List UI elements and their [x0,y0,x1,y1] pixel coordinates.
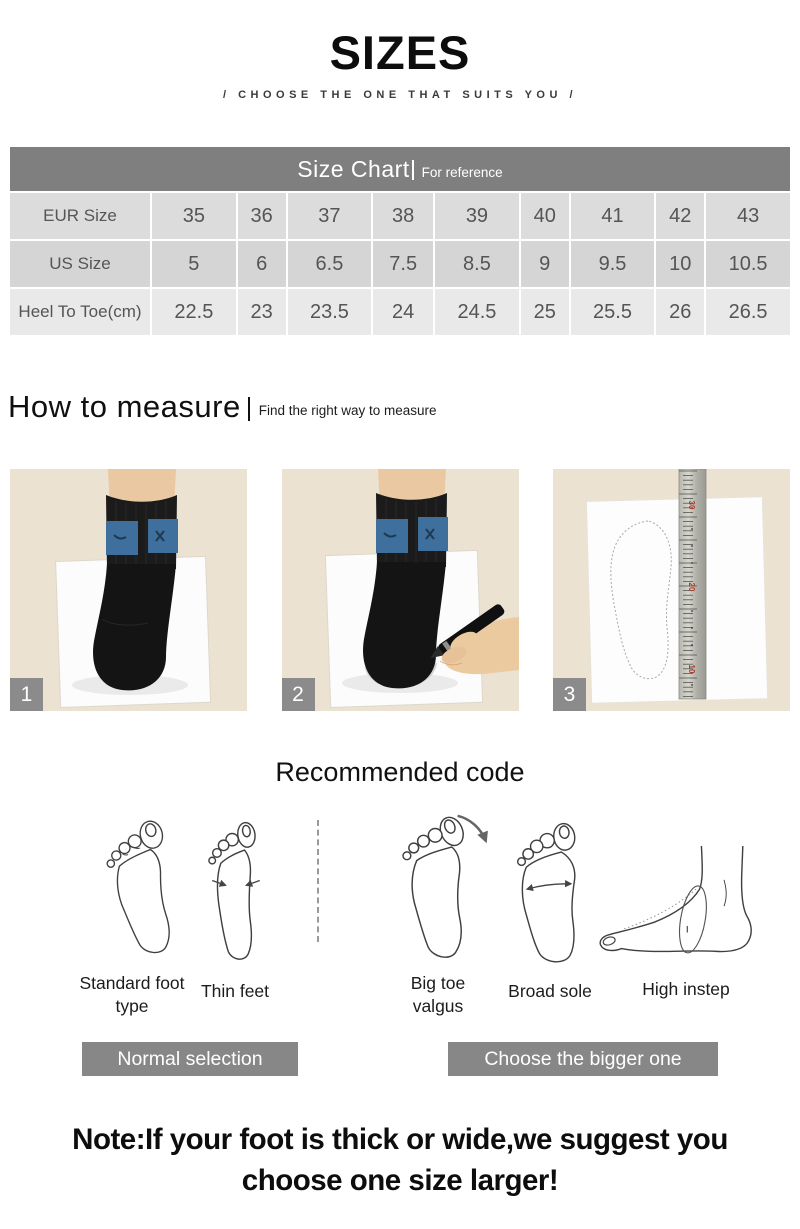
ruler-number: 10 [687,664,696,674]
size-cell: 42 [656,193,704,239]
size-cell: 24 [373,289,433,335]
standard-foot-icon [94,804,195,971]
page-title: SIZES [329,26,471,79]
size-chart-title: Size Chart [297,155,410,182]
size-chart-header [10,147,790,191]
size-cell: 36 [238,193,286,239]
foot-type-diagrams [0,802,800,970]
foot-type-label: Big toe valgus [410,973,466,1016]
size-cell: 9.5 [571,241,655,287]
table-row-eur [10,193,790,239]
size-cell: 25.5 [571,289,655,335]
measure-step-photo-3 [553,469,790,711]
foot-type-label: Thin feet [200,981,270,1001]
size-cell: 22.5 [152,289,236,335]
table-row-heel-toe [10,289,790,335]
step-number-badge: 1 [10,678,43,711]
size-cell: 10.5 [706,241,790,287]
size-chart-table [8,145,792,337]
foot-on-paper-photo [10,469,247,711]
size-chart-reference-note: For reference [421,164,503,180]
size-cell: 23 [238,289,286,335]
size-cell: 9 [521,241,569,287]
size-cell: 7.5 [373,241,433,287]
table-row-us [10,241,790,287]
size-cell: 40 [521,193,569,239]
size-cell: 37 [288,193,372,239]
size-cell: 6 [238,241,286,287]
ruler-number: 20 [687,582,696,592]
group-divider [317,820,319,942]
measure-step-photo-2 [282,469,519,711]
size-cell: 24.5 [435,289,519,335]
big-toe-valgus-icon [393,808,491,964]
high-instep-icon [596,844,756,959]
row-label: EUR Size [10,193,150,239]
size-note [0,1120,800,1229]
measure-steps-photos [0,469,800,711]
size-cell: 8.5 [435,241,519,287]
size-note-line1: Note:If your foot is thick or wide,we suggest you [72,1123,728,1156]
header-divider [412,160,414,180]
how-to-measure-heading [8,389,800,425]
recommendation-tags [0,1042,800,1076]
measure-step-photo-1 [10,469,247,711]
choose-bigger-tag: Choose the bigger one [448,1042,718,1076]
size-cell: 10 [656,241,704,287]
how-to-measure-subtitle: Find the right way to measure [258,402,437,418]
size-cell: 41 [571,193,655,239]
size-cell: 25 [521,289,569,335]
size-cell: 26 [656,289,704,335]
foot-type-label: Standard foot type [79,973,185,1016]
ruler-measure-photo [553,469,790,711]
step-number-badge: 2 [282,678,315,711]
row-label: US Size [10,241,150,287]
page-subtitle: / CHOOSE THE ONE THAT SUITS YOU / [222,89,578,101]
size-cell: 5 [152,241,236,287]
size-cell: 39 [435,193,519,239]
size-cell: 35 [152,193,236,239]
heading-divider [248,397,250,421]
normal-selection-tag: Normal selection [82,1042,298,1076]
how-to-measure-title: How to measure [8,389,241,424]
broad-sole-icon [512,816,588,966]
recommended-code-title: Recommended code [275,757,525,787]
foot-type-labels [0,970,800,1034]
size-cell: 38 [373,193,433,239]
row-label: Heel To Toe(cm) [10,289,150,335]
size-note-line2: choose one size larger! [241,1163,559,1197]
foot-type-label: Broad sole [508,981,592,1001]
size-chart-section [8,145,792,337]
size-cell: 26.5 [706,289,790,335]
thin-feet-icon [204,814,266,966]
ruler-number: 30 [687,500,696,510]
size-cell: 43 [706,193,790,239]
size-cell: 23.5 [288,289,372,335]
trace-outline-photo [282,469,519,711]
size-cell: 6.5 [288,241,372,287]
step-number-badge: 3 [553,678,586,711]
foot-type-label: High instep [642,979,730,999]
